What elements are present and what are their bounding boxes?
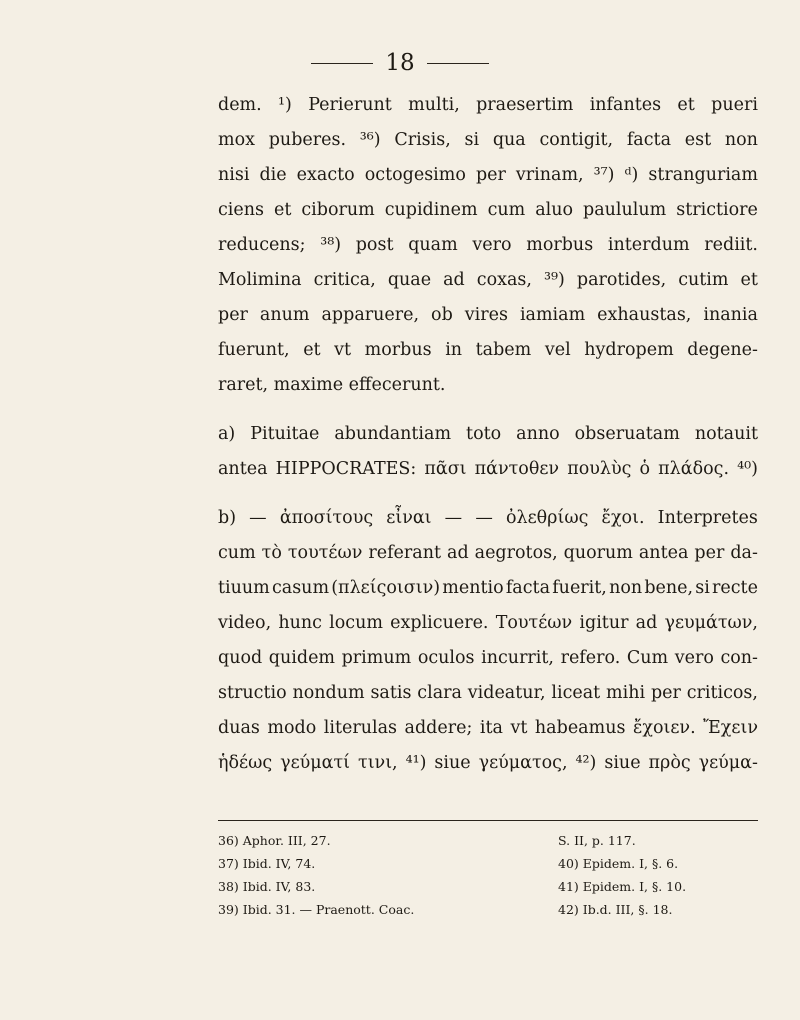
text-line: ciens et ciborum cupidinem cum aluo paululum strictiore	[218, 200, 758, 220]
reference-note: S. II, p. 117.	[558, 833, 636, 848]
page-header	[0, 52, 800, 75]
footnote-b-line: structio nondum satis clara videatur, liceat mihi per criticos,	[218, 683, 758, 703]
reference-notes-right	[558, 829, 758, 921]
reference-note: 42) Ib.d. III, §. 18.	[558, 902, 673, 917]
main-text	[218, 88, 758, 781]
footnote-b-line: tiuum casum (πλείςοισιν) mentio facta fuerit, non bene, si recte	[218, 578, 758, 598]
header-rule-right	[427, 63, 489, 64]
reference-note: 39) Ibid. 31. — Praenott. Coac.	[218, 902, 415, 917]
text-line: nisi die exacto octogesimo per vrinam, ³⁷) ᵈ) stranguriam	[218, 165, 758, 185]
page-number: 18	[385, 50, 415, 76]
reference-notes	[218, 820, 758, 921]
text-line: raret, maxime effecerunt.	[218, 375, 446, 395]
reference-note: 40) Epidem. I, §. 6.	[558, 856, 679, 871]
reference-note: 38) Ibid. IV, 83.	[218, 879, 316, 894]
footnote-a-line: antea HIPPOCRATES: πᾶσι πάντοθεν πουλὺς ὁ πλάδος. ⁴⁰)	[218, 459, 758, 479]
footnote-b-line: ἡδέως γεύματί τινι, ⁴¹) siue γεύματος, ⁴²) siue πρὸς γεύμα-	[218, 753, 758, 773]
footnote-b-line: b) — ἀποσίτους εἶναι — — ὀλεθρίως ἔχοι. Interpretes	[218, 508, 758, 528]
text-line: dem. ¹) Perierunt multi, praesertim infantes et pueri	[218, 95, 758, 115]
text-line: reducens; ³⁸) post quam vero morbus interdum rediit.	[218, 235, 758, 255]
footnote-b-line: quod quidem primum oculos incurrit, refero. Cum vero con-	[218, 648, 758, 668]
text-line: fuerunt, et vt morbus in tabem vel hydropem degene-	[218, 340, 758, 360]
text-line: mox puberes. ³⁶) Crisis, si qua contigit, facta est non	[218, 130, 758, 150]
reference-note: 37) Ibid. IV, 74.	[218, 856, 316, 871]
footnote-b-line: duas modo literulas addere; ita vt habeamus ἔχοιεν. Ἔχειν	[218, 718, 758, 738]
footnote-b-line: cum τὸ τουτέων referant ad aegrotos, quorum antea per da-	[218, 543, 758, 563]
text-line: per anum apparuere, ob vires iamiam exhaustas, inania	[218, 305, 758, 325]
reference-note: 36) Aphor. III, 27.	[218, 833, 331, 848]
footnote-b-line: video, hunc locum explicuere. Τουτέων igitur ad γευμάτων,	[218, 613, 758, 633]
text-line: Molimina critica, quae ad coxas, ³⁹) parotides, cutim et	[218, 270, 758, 290]
header-rule-left	[311, 63, 373, 64]
footnote-a-line: a) Pituitae abundantiam toto anno obseruatam notauit	[218, 424, 758, 444]
reference-notes-left	[218, 829, 414, 921]
reference-note: 41) Epidem. I, §. 10.	[558, 879, 687, 894]
paragraph-gap	[218, 403, 758, 417]
paragraph-gap	[218, 487, 758, 501]
